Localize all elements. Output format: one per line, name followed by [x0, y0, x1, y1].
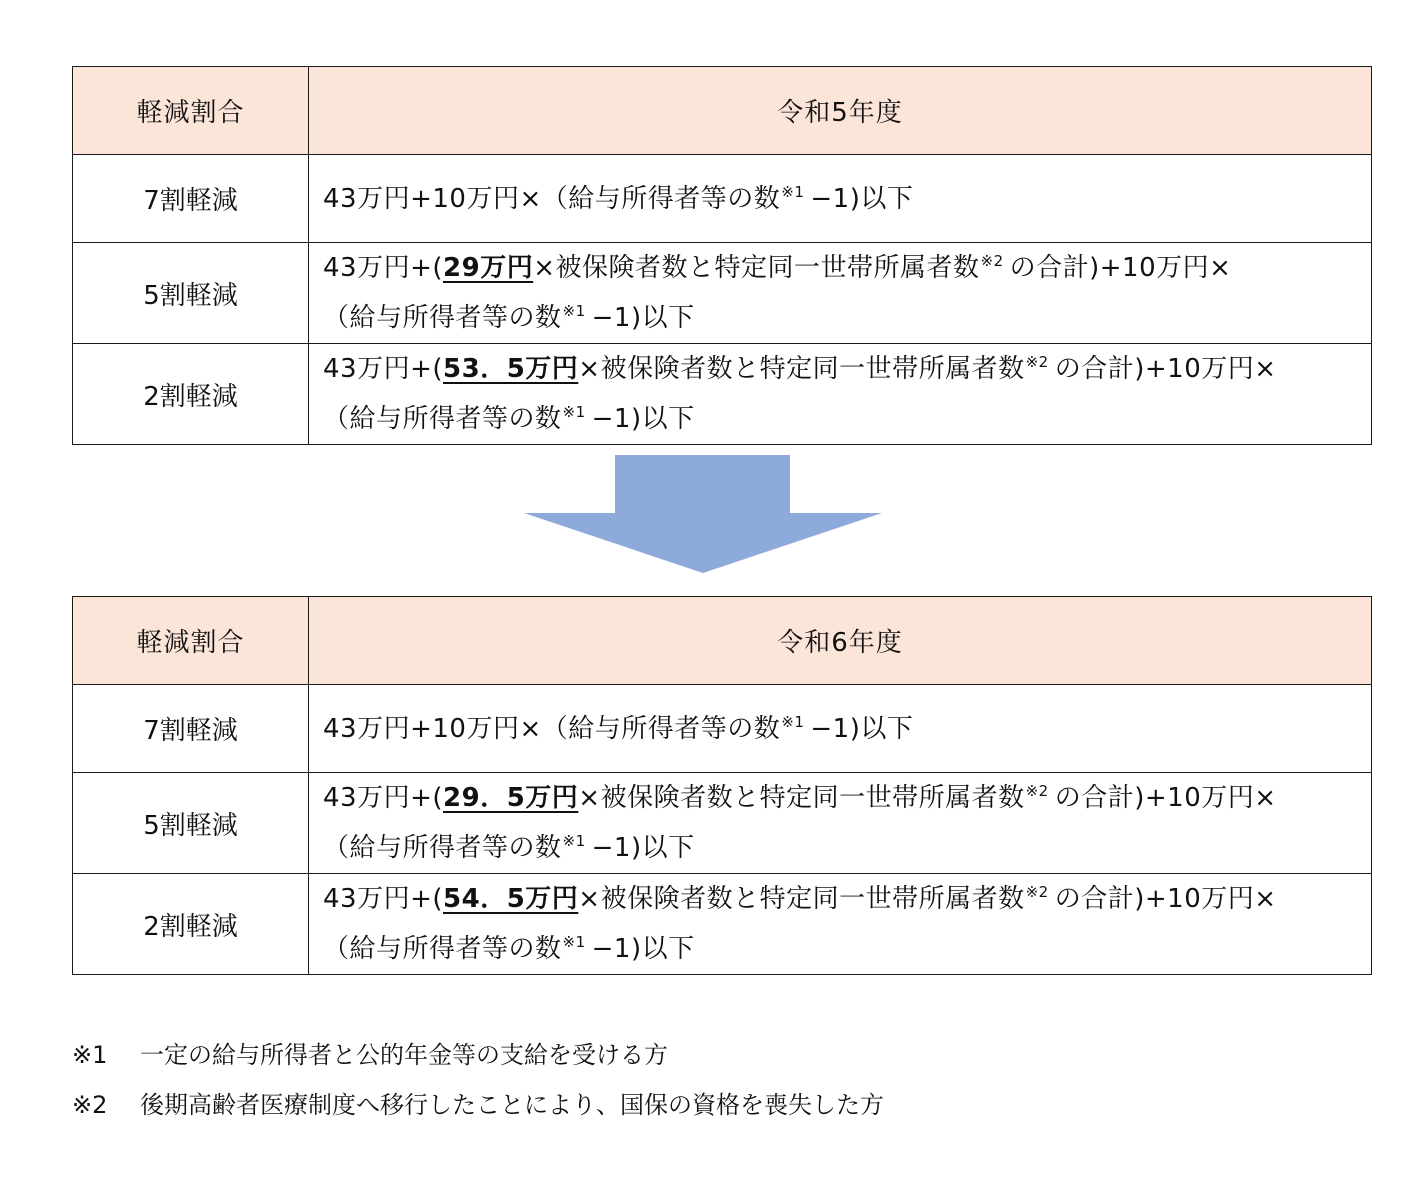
footnote-ref: ※1	[562, 832, 586, 850]
formula-text: （給与所得者等の数	[323, 833, 562, 863]
formula-text: （給与所得者等の数	[323, 404, 562, 434]
formula-text: （給与所得者等の数	[323, 934, 562, 964]
formula-text: の合計)+10万円×	[1054, 354, 1277, 384]
footnote-ref: ※2	[1025, 883, 1049, 901]
footnote-ref: ※2	[1025, 353, 1049, 371]
highlighted-amount: 54．5万円	[443, 884, 579, 914]
income-threshold-formula	[309, 155, 1372, 243]
formula-text: −1)以下	[591, 303, 695, 333]
footnote-item	[72, 1030, 884, 1080]
footnote-ref: ※1	[781, 182, 805, 201]
row-label: 7割軽減	[73, 685, 309, 773]
reduction-table-before	[72, 66, 1372, 445]
formula-text: 43万円+(	[323, 884, 444, 914]
table-row	[73, 243, 1372, 344]
formula-text: ×被保険者数と特定同一世帯所属者数	[578, 354, 1025, 384]
header-reduction-rate: 軽減割合	[73, 67, 309, 155]
formula-text: −1)以下	[591, 833, 695, 863]
row-label: 7割軽減	[73, 155, 309, 243]
row-label: 5割軽減	[73, 243, 309, 344]
formula-text: の合計)+10万円×	[1009, 253, 1232, 283]
table-header-row	[73, 67, 1372, 155]
income-threshold-formula	[309, 773, 1372, 874]
footnote-mark: ※2	[72, 1091, 108, 1119]
table-row	[73, 685, 1372, 773]
table-row	[73, 874, 1372, 975]
table-row	[73, 155, 1372, 243]
footnote-ref: ※1	[562, 933, 586, 951]
formula-text: ×被保険者数と特定同一世帯所属者数	[533, 253, 980, 283]
reduction-table-after	[72, 596, 1372, 975]
footnote-ref: ※1	[562, 302, 586, 320]
income-threshold-formula	[309, 344, 1372, 445]
row-label: 2割軽減	[73, 874, 309, 975]
formula-text: ×被保険者数と特定同一世帯所属者数	[578, 783, 1025, 813]
formula-text: −1)以下	[591, 934, 695, 964]
table-row	[73, 344, 1372, 445]
formula-text: 43万円+10万円×（給与所得者等の数	[323, 713, 781, 744]
header-fiscal-year: 令和5年度	[309, 67, 1372, 155]
row-label: 2割軽減	[73, 344, 309, 445]
income-threshold-formula	[309, 685, 1372, 773]
down-arrow-shape	[524, 455, 882, 573]
income-threshold-formula	[309, 243, 1372, 344]
footnote-mark: ※1	[72, 1041, 108, 1069]
footnote-item	[72, 1080, 884, 1130]
footnote-text: 後期高齢者医療制度へ移行したことにより、国保の資格を喪失した方	[140, 1091, 884, 1119]
formula-text: −1)以下	[810, 183, 914, 214]
highlighted-amount: 29．5万円	[443, 783, 579, 813]
header-fiscal-year: 令和6年度	[309, 597, 1372, 685]
footnote-text: 一定の給与所得者と公的年金等の支給を受ける方	[140, 1041, 668, 1069]
formula-text: 43万円+(	[323, 253, 444, 283]
highlighted-amount: 29万円	[443, 253, 534, 283]
footnote-ref: ※2	[980, 252, 1004, 270]
footnote-ref: ※1	[562, 403, 586, 421]
table-header-row	[73, 597, 1372, 685]
formula-text: −1)以下	[810, 713, 914, 744]
footnotes	[72, 1030, 884, 1130]
table-row	[73, 773, 1372, 874]
formula-text: −1)以下	[591, 404, 695, 434]
row-label: 5割軽減	[73, 773, 309, 874]
header-reduction-rate: 軽減割合	[73, 597, 309, 685]
down-arrow-icon	[524, 455, 882, 573]
formula-text: 43万円+(	[323, 354, 444, 384]
footnote-ref: ※2	[1025, 782, 1049, 800]
footnote-ref: ※1	[781, 712, 805, 731]
income-threshold-formula	[309, 874, 1372, 975]
formula-text: の合計)+10万円×	[1054, 783, 1277, 813]
formula-text: （給与所得者等の数	[323, 303, 562, 333]
formula-text: ×被保険者数と特定同一世帯所属者数	[578, 884, 1025, 914]
formula-text: 43万円+(	[323, 783, 444, 813]
formula-text: の合計)+10万円×	[1054, 884, 1277, 914]
highlighted-amount: 53．5万円	[443, 354, 579, 384]
formula-text: 43万円+10万円×（給与所得者等の数	[323, 183, 781, 214]
